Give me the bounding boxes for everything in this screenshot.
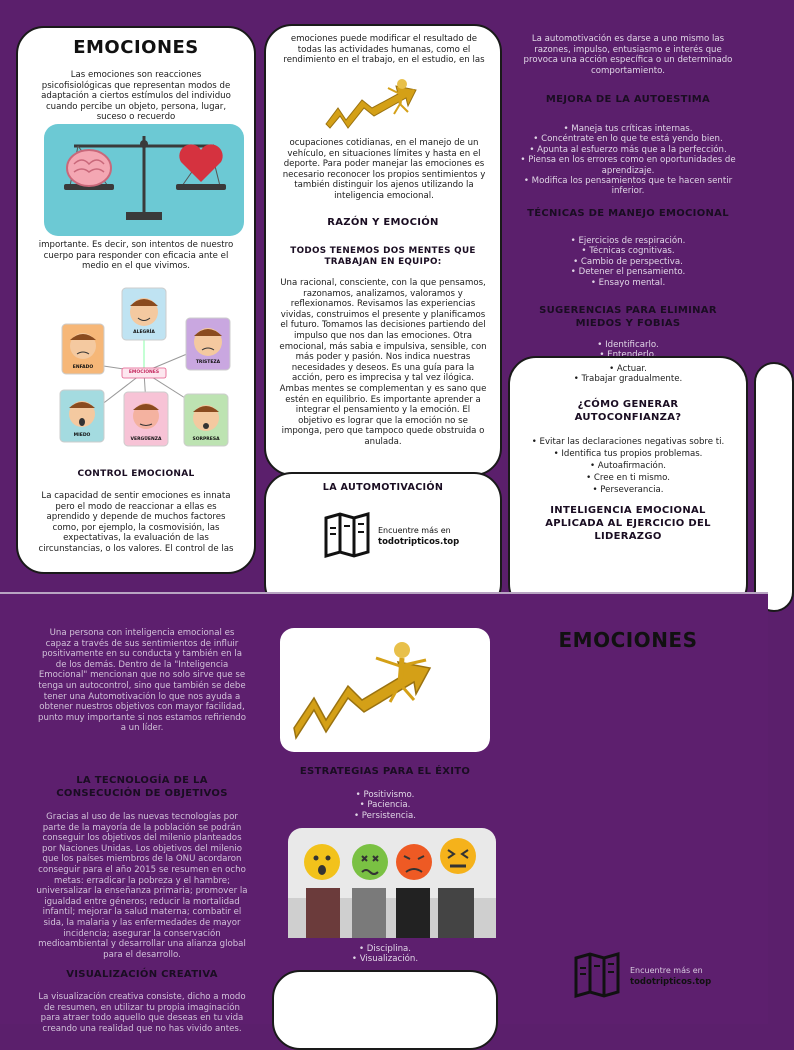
- list-item: • Piensa en los errores como en oportunidades de aprendizaje.: [518, 155, 738, 176]
- list-item: • Detener el pensamiento.: [518, 267, 738, 277]
- ie-intro-text: Una persona con inteligencia emocional es capaz a través de sus sentimientos de influir positivamente en su conducta y también en la de los demás. Dentro de la "Inteligencia Emocional" mencionan que no solo sirve que se tenga un autocontrol, sino que también se debe tener una Automotivación lo que nos ayuda a obtener nuestros objetivos con mayor facilidad, punto muy importante si nos estamos refiriendo a un líder.: [38, 628, 246, 734]
- list-item: • Apunta al esfuerzo más que a la perfección.: [518, 145, 738, 155]
- list-item: • Concéntrate en lo que te está yendo bien.: [518, 134, 738, 144]
- list-item: • Maneja tus críticas internas.: [518, 124, 738, 134]
- panel-automotivacion: [264, 472, 502, 612]
- list-item: • Actuar.: [510, 364, 746, 374]
- label-miedo: MIEDO: [73, 433, 91, 438]
- ocupaciones-text: ocupaciones cotidianas, en el manejo de un vehículo, en situaciones límites y hasta en el deporte. Para poder manejar las emociones es necesario reconocer los propios sentimientos y también distinguir los ajenos utilizando la inteligencia emocional.: [282, 138, 486, 201]
- label-verguenza: VERGÜENZA: [130, 437, 162, 442]
- emoji-faces-icon: [288, 828, 496, 938]
- tecnologia-text: Gracias al uso de las nuevas tecnologías por parte de la mayoría de la población se podrán conseguir los objetivos del milenio planteados por Naciones Unidas. Los objetivos del milenio que los países miembros de la ONU acordaron conseguir para el año 2015 se resumen en ocho metas: erradicar la pobreza y el hambre; universalizar la enseñanza primaria; promover la igualdad entre géneros; reducir la mortalidad infantil; mejorar la salud materna; combatir el sida, la malaria y las enfermedades de mayor incidencia; asegurar la conservación medioambiental y desarrollar una alianza global para el desarrollo.: [36, 812, 248, 960]
- balance-image: [44, 124, 244, 236]
- list-item: • Evitar las declaraciones negativas sobre ti.: [510, 436, 746, 448]
- list-item: • Identifica tus propios problemas.: [510, 448, 746, 460]
- gold-arrow-figure-icon: [316, 70, 456, 136]
- success-image: [280, 628, 490, 752]
- cover-title: EMOCIONES: [558, 628, 698, 652]
- diagram-center-label: EMOCIONES: [128, 370, 160, 375]
- autoconfianza-title: ¿CÓMO GENERAR AUTOCONFIANZA?: [574, 399, 682, 423]
- list-item: • Disciplina.: [280, 944, 490, 954]
- automotivacion-intro: La automotivación es darse a uno mismo las razones, impulso, entusiasmo e interés que provoca una acción específica o un determinado comportamiento.: [523, 34, 733, 76]
- automotivacion-title: LA AUTOMOTIVACIÓN: [322, 482, 444, 493]
- list-item: • Identificarlo.: [518, 340, 738, 350]
- razon-title: RAZÓN Y EMOCIÓN: [327, 217, 439, 228]
- gold-arrow-figure-icon: [280, 628, 490, 752]
- estrategias-list-b: [280, 944, 490, 965]
- bottom-sheet: [0, 594, 768, 1034]
- list-item: • Paciencia.: [280, 800, 490, 810]
- list-item: • Trabajar gradualmente.: [510, 374, 746, 384]
- list-item: • Autoafirmación.: [510, 460, 746, 472]
- success-arrow-image: [316, 70, 456, 136]
- brand-logo: [322, 512, 462, 562]
- autoestima-list: [518, 124, 738, 197]
- panel-title: EMOCIONES: [73, 37, 199, 58]
- col3-automotivacion: [518, 32, 738, 392]
- intro-text: Las emociones son reacciones psicofisiológicas que representan modos de adaptación a ciertos estímulos del individuo cuando percibe un objeto, persona, lugar, suceso o recuerdo: [41, 70, 231, 123]
- estrategias-list-a: [280, 790, 490, 821]
- autoconfianza-list: [510, 436, 746, 496]
- list-item: • Perseverancia.: [510, 484, 746, 496]
- visualizacion-text: La visualización creativa consiste, dicho a modo de resumen, en utilizar tu propia imaginación para atraer todo aquello que deseas en tu vida creando una realidad que no has vivido antes.: [38, 992, 246, 1034]
- after-image-text: importante. Es decir, son intentos de nuestro cuerpo para responder con eficacia ante el medio en el que vivimos.: [38, 240, 234, 272]
- label-sorpresa: SORPRESA: [192, 437, 220, 442]
- visualizacion-title: VISUALIZACIÓN CREATIVA: [66, 969, 218, 980]
- ie-liderazgo-title: INTELIGENCIA EMOCIONAL APLICADA AL EJERCICIO DEL LIDERAZGO: [545, 505, 711, 542]
- estrategias-title: ESTRATEGIAS PARA EL ÉXITO: [299, 766, 471, 777]
- logo-line1: Encuentre más en: [630, 966, 703, 975]
- mentes-title: TODOS TENEMOS DOS MENTES QUE TRABAJAN EN EQUIPO:: [290, 246, 476, 267]
- emotions-diagram: [56, 284, 236, 460]
- list-item: • Ejercicios de respiración.: [518, 236, 738, 246]
- brain-heart-balance-icon: [44, 124, 244, 236]
- sugerencias-list-cont: [510, 364, 746, 385]
- tecnologia-title: LA TECNOLOGÍA DE LA CONSECUCIÓN DE OBJETIVOS: [56, 775, 228, 799]
- mentes-text: Una racional, consciente, con la que pensamos, razonamos, analizamos, valoramos y reflexionamos. Revisamos las experiencias vividas, construimos el presente y planificamos el futuro. Tomamos las decisiones partiendo del impulso que nos dan las emociones. Otra emocional, más sabia e impulsiva, sensible, con más poder y pasión. Nos indica nuestras necesidades y deseos. Es una guía para la acción, pero es imprecisa y tal vez ilógica. Ambas mentes se complementan y es sano que estén en equilibrio. Es importante aprender a integrar el pensamiento y la emoción. El objetivo es lograr que la emoción no se imponga, pero que tampoco quede obstruida o anulada.: [279, 278, 487, 447]
- emoji-people-image: [288, 828, 496, 938]
- bottom-panel-edge: [272, 970, 498, 1050]
- panel-razon-emocion: [264, 24, 502, 476]
- panel-edge: [754, 362, 794, 612]
- list-item: • Técnicas cognitivas.: [518, 246, 738, 256]
- tecnicas-list: [518, 236, 738, 288]
- map-icon: [572, 952, 628, 1002]
- list-item: • Persistencia.: [280, 811, 490, 821]
- label-tristeza: TRISTEZA: [195, 360, 221, 365]
- tecnicas-title: TÉCNICAS DE MANEJO EMOCIONAL: [527, 208, 729, 219]
- emociones-cont-text: emociones puede modificar el resultado de todas las actividades humanas, como el rendimiento en el trabajo, en el estudio, en las: [283, 34, 485, 66]
- label-alegria: ALEGRÍA: [133, 330, 155, 335]
- autoestima-title: MEJORA DE LA AUTOESTIMA: [545, 94, 711, 105]
- control-title: CONTROL EMOCIONAL: [77, 469, 195, 479]
- list-item: • Positivismo.: [280, 790, 490, 800]
- control-text: La capacidad de sentir emociones es innata pero el modo de reaccionar a ellas es aprendido y depende de muchos factores como, por ejemplo, la cosmovisión, las expectativas, la evaluación de las circunstancias, o los valores. El control de las: [38, 491, 234, 554]
- logo-line2[interactable]: todotripticos.top: [630, 977, 712, 987]
- panel-emociones: [16, 26, 256, 574]
- sugerencias-title: SUGERENCIAS PARA ELIMINAR MIEDOS Y FOBIAS: [539, 305, 717, 329]
- panel-autoconfianza: [508, 356, 748, 612]
- list-item: • Ensayo mental.: [518, 278, 738, 288]
- logo-line1: Encuentre más en: [378, 526, 451, 535]
- list-item: • Cree en ti mismo.: [510, 472, 746, 484]
- cover-brand-logo: [572, 952, 732, 1002]
- bottom-col1: [36, 628, 248, 1034]
- label-enfado: ENFADO: [72, 365, 94, 370]
- list-item: • Modifica los pensamientos que te hacen sentir inferior.: [518, 176, 738, 197]
- list-item: • Cambio de perspectiva.: [518, 257, 738, 267]
- list-item: • Visualización.: [280, 954, 490, 964]
- map-icon: [322, 512, 378, 562]
- logo-line2[interactable]: todotripticos.top: [378, 537, 460, 547]
